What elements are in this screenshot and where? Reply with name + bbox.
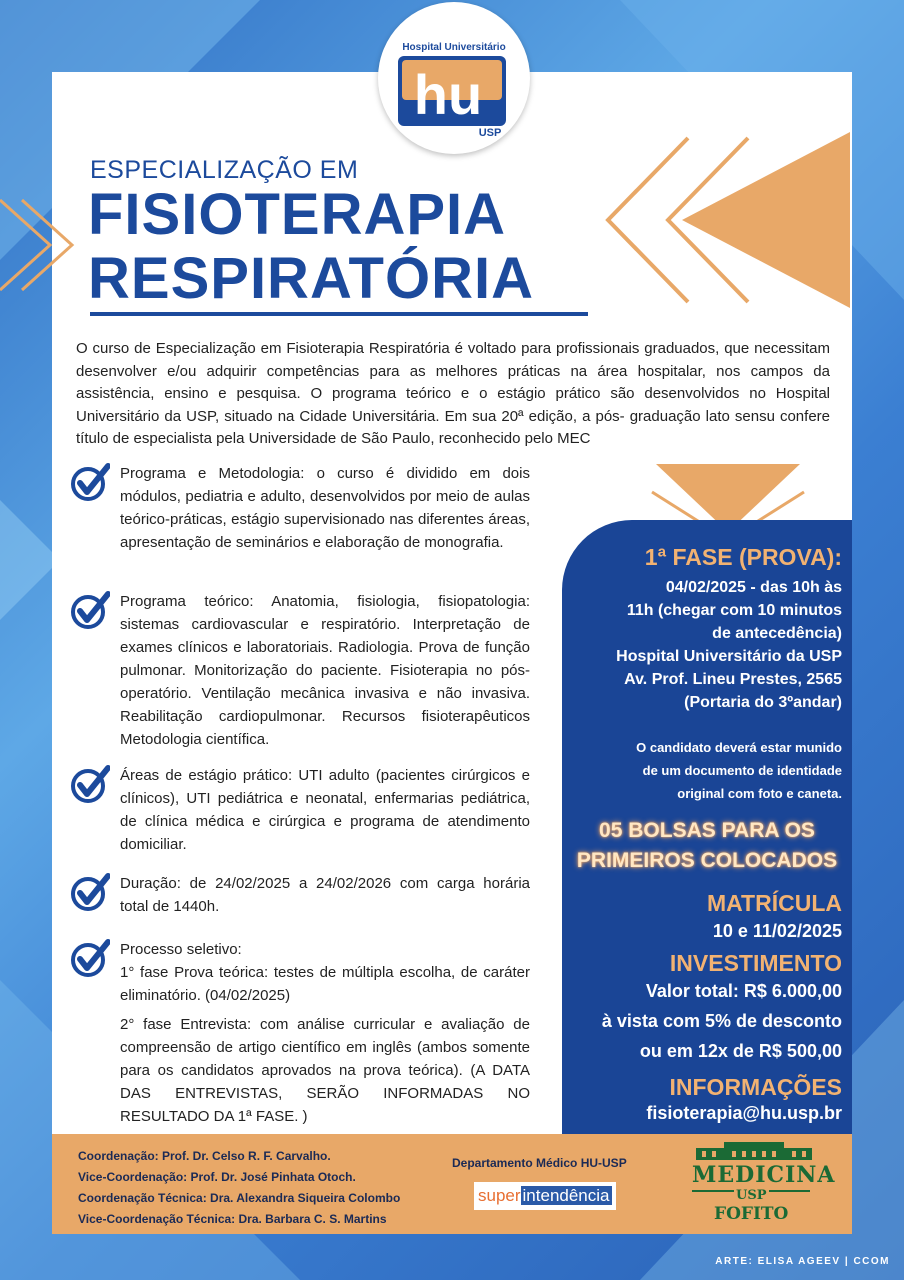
title-line-1: ESPECIALIZAÇÃO EM [90,156,359,184]
list-item [70,764,530,856]
hu-usp-logo-icon [398,56,510,138]
faculty-building-icon [694,1140,814,1162]
contact-email[interactable]: fisioterapia@hu.usp.br [646,1103,842,1123]
phase-line: Av. Prof. Lineu Prestes, 2565 [624,671,842,688]
matricula-title: MATRÍCULA [707,890,842,916]
item-text: Duração: de 24/02/2025 a 24/02/2026 com carga horária total de 1440h. [120,875,530,915]
price-line: Valor total: R$ 6.000,00 [645,981,842,1001]
check-circle-icon [70,590,110,630]
medicina-logo-text: MEDICINA [692,1162,836,1188]
info-title: INFORMAÇÕES [669,1074,842,1100]
check-circle-icon [70,872,110,912]
note-line: O candidato deverá estar munido [636,740,842,755]
price-line: à vista com 5% de desconto [601,1011,842,1031]
list-item [70,590,530,751]
check-circle-icon [70,764,110,804]
item-text [120,938,530,1128]
item-heading: Processo seletivo: [120,941,242,958]
item-text: Programa teórico: Anatomia, fisiologia, fisiopatologia: sistemas cardiovascular e respiratório. Interpretação de exames clínicos e laboratoriais. Radiologia. Prova de função pulmonar. Monitorização do paciente. Fisioterapia no pós-operatório. Ventilação mecânica invasiva e não invasiva. Reabilitação cardiopulmonar. Recursos fisioterapêuticos Metodologia científica. [120,593,530,748]
scholarships-banner [562,816,852,876]
item-text: Programa e Metodologia: o curso é dividido em dois módulos, pediatria e adulto, desenvolvidos por meio de aulas teórico-práticas, estágio supervisionado nas diferentes áreas, apresentação de seminários e elaboração de monografia. [120,465,530,551]
intro-paragraph: O curso de Especialização em Fisioterapia Respiratória é voltado para profissionais graduados, que necessitam desenvolver e/ou adquirir competências para as melhores práticas na área hospitalar, nos campos da assistência, ensino e pesquisa. O programa teórico e o estágio prático são desenvolvidos no Hospital Universitário da USP, situado na Cidade Universitária. Em sua 20ª edição, a pós- graduação lato sensu confere título de especialista pela Universidade de São Paulo, reconhecido pelo MEC [76,340,830,447]
coordination-line: Coordenação Técnica: Dra. Alexandra Siqueira Colombo [78,1191,401,1205]
phase-line: 11h (chegar com 10 minutos [626,602,842,619]
bolsas-line: 05 BOLSAS PARA OS [599,819,815,842]
logo-usp: USP [478,127,502,138]
phase-line: (Portaria do 3ºandar) [684,694,842,711]
check-circle-icon [70,938,110,978]
phase-line: 04/02/2025 - das 10h às [665,579,842,596]
title-line-2: FISIOTERAPIA [88,182,507,247]
phase-line: de antecedência) [712,625,842,642]
superintendencia-logo [474,1182,616,1210]
phase-details [616,576,842,714]
fofito-logo-text: FOFITO [714,1204,789,1224]
matricula-dates: 10 e 11/02/2025 [712,921,842,941]
super-logo-part1: super [478,1186,521,1205]
medicina-logo-usp: USP [736,1188,767,1203]
list-item [70,938,530,1128]
phase-line: Hospital Universitário da USP [616,648,842,665]
note-line: de um documento de identidade [642,763,842,778]
coordination-list [78,1146,400,1230]
investimento-title: INVESTIMENTO [669,950,842,976]
bolsas-line: PRIMEIROS COLOCADOS [576,849,838,872]
phase-note [636,736,842,805]
info-panel [562,520,852,1134]
footer-bar [52,1134,852,1234]
art-credit: ARTE: ELISA AGEEV | CCOM [715,1256,890,1267]
item-text: Áreas de estágio prático: UTI adulto (pacientes cirúrgicos e clínicos), UTI pediátrica e neonatal, enfermarias pediátrica, de clínica médica e cirúrgica e programa de atendimento domiciliar. [120,767,530,853]
item-phase-1: 1° fase Prova teórica: testes de múltipla escolha, de caráter eliminatório. (04/02/2025) [120,964,530,1004]
price-line: ou em 12x de R$ 500,00 [639,1041,842,1061]
department-label: Departamento Médico HU-USP [452,1156,627,1170]
logo-caption: Hospital Universitário [402,42,506,53]
title-underline [90,312,588,316]
coordination-line: Vice-Coordenação Técnica: Dra. Barbara C. S. Martins [78,1212,387,1226]
list-item [70,872,530,918]
item-phase-2: 2° fase Entrevista: com análise curricular e avaliação de compreensão de artigo científico em inglês (ambos somente para os candidatos aprovados na prova teórica). (A DATA DAS ENTREVISTAS, SERÃO INFORMADAS NO RESULTADO DA 1ª FASE. ) [120,1016,530,1125]
note-line: original com foto e caneta. [677,786,842,801]
coordination-line: Vice-Coordenação: Prof. Dr. José Pinhata Otoch. [78,1170,356,1184]
title-line-3: RESPIRATÓRIA [88,246,534,311]
super-logo-part2: intendência [522,1186,610,1205]
coordination-line: Coordenação: Prof. Dr. Celso R. F. Carvalho. [78,1149,331,1163]
phase-title: 1ª FASE (PROVA): [644,544,842,570]
hospital-logo [378,2,530,154]
check-circle-icon [70,462,110,502]
logo-letters: hu [413,63,483,126]
list-item [70,462,530,554]
investimento-details [602,976,842,1066]
